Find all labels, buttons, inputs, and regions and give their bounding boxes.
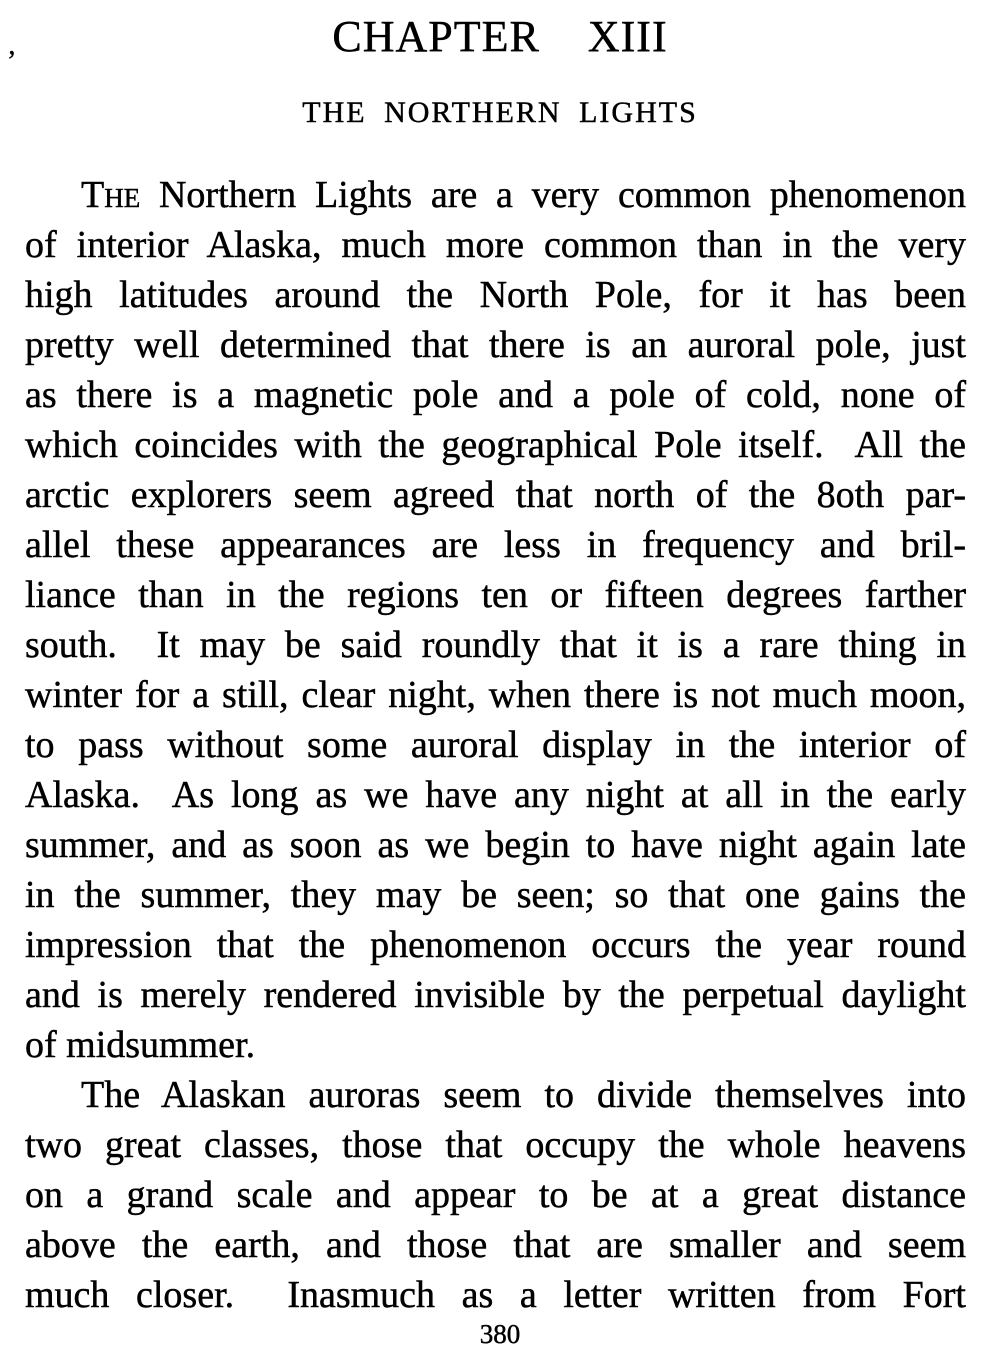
chapter-heading: CHAPTER XIII <box>332 12 668 61</box>
body-line: of interior Alaska, much more common than in the very <box>25 224 966 266</box>
lead-word-smallcaps: The <box>81 174 141 216</box>
body-line-paragraph-start: The Alaskan auroras seem to divide themselves into <box>81 1074 966 1116</box>
body-line: much closer. Inasmuch as a letter written from Fort <box>25 1274 966 1316</box>
section-title: THE NORTHERN LIGHTS <box>302 96 698 129</box>
body-line: pretty well determined that there is an auroral pole, just <box>25 324 966 366</box>
body-line: which coincides with the geographical Pole itself. All the <box>25 424 966 466</box>
body-line: and is merely rendered invisible by the perpetual daylight <box>25 974 966 1016</box>
body-line-paragraph-end: of midsummer. <box>25 1024 256 1066</box>
body-line: Alaska. As long as we have any night at all in the early <box>25 774 966 816</box>
body-line <box>25 170 966 220</box>
body-line: summer, and as soon as we begin to have night again late <box>25 824 966 866</box>
body-line: high latitudes around the North Pole, for it has been <box>25 274 966 316</box>
body-line: as there is a magnetic pole and a pole of cold, none of <box>25 374 966 416</box>
body-line: on a grand scale and appear to be at a great distance <box>25 1174 966 1216</box>
body-line: winter for a still, clear night, when there is not much moon, <box>25 674 966 716</box>
body-line: allel these appearances are less in frequency and bril- <box>25 524 966 566</box>
body-line: in the summer, they may be seen; so that one gains the <box>25 874 966 916</box>
body-line: above the earth, and those that are smaller and seem <box>25 1224 966 1266</box>
scan-artifact-mark: ’ <box>7 46 17 77</box>
body-line: arctic explorers seem agreed that north of the 8oth par- <box>25 474 966 516</box>
body-line-text: Northern Lights are a very common phenomenon <box>158 174 966 216</box>
body-line: to pass without some auroral display in the interior of <box>25 724 966 766</box>
body-text <box>25 170 966 1320</box>
page-number: 380 <box>479 1319 521 1349</box>
body-line: south. It may be said roundly that it is a rare thing in <box>25 624 966 666</box>
body-line: two great classes, those that occupy the whole heavens <box>25 1124 966 1166</box>
body-line: impression that the phenomenon occurs the year round <box>25 924 966 966</box>
body-line: liance than in the regions ten or fifteen degrees farther <box>25 574 966 616</box>
